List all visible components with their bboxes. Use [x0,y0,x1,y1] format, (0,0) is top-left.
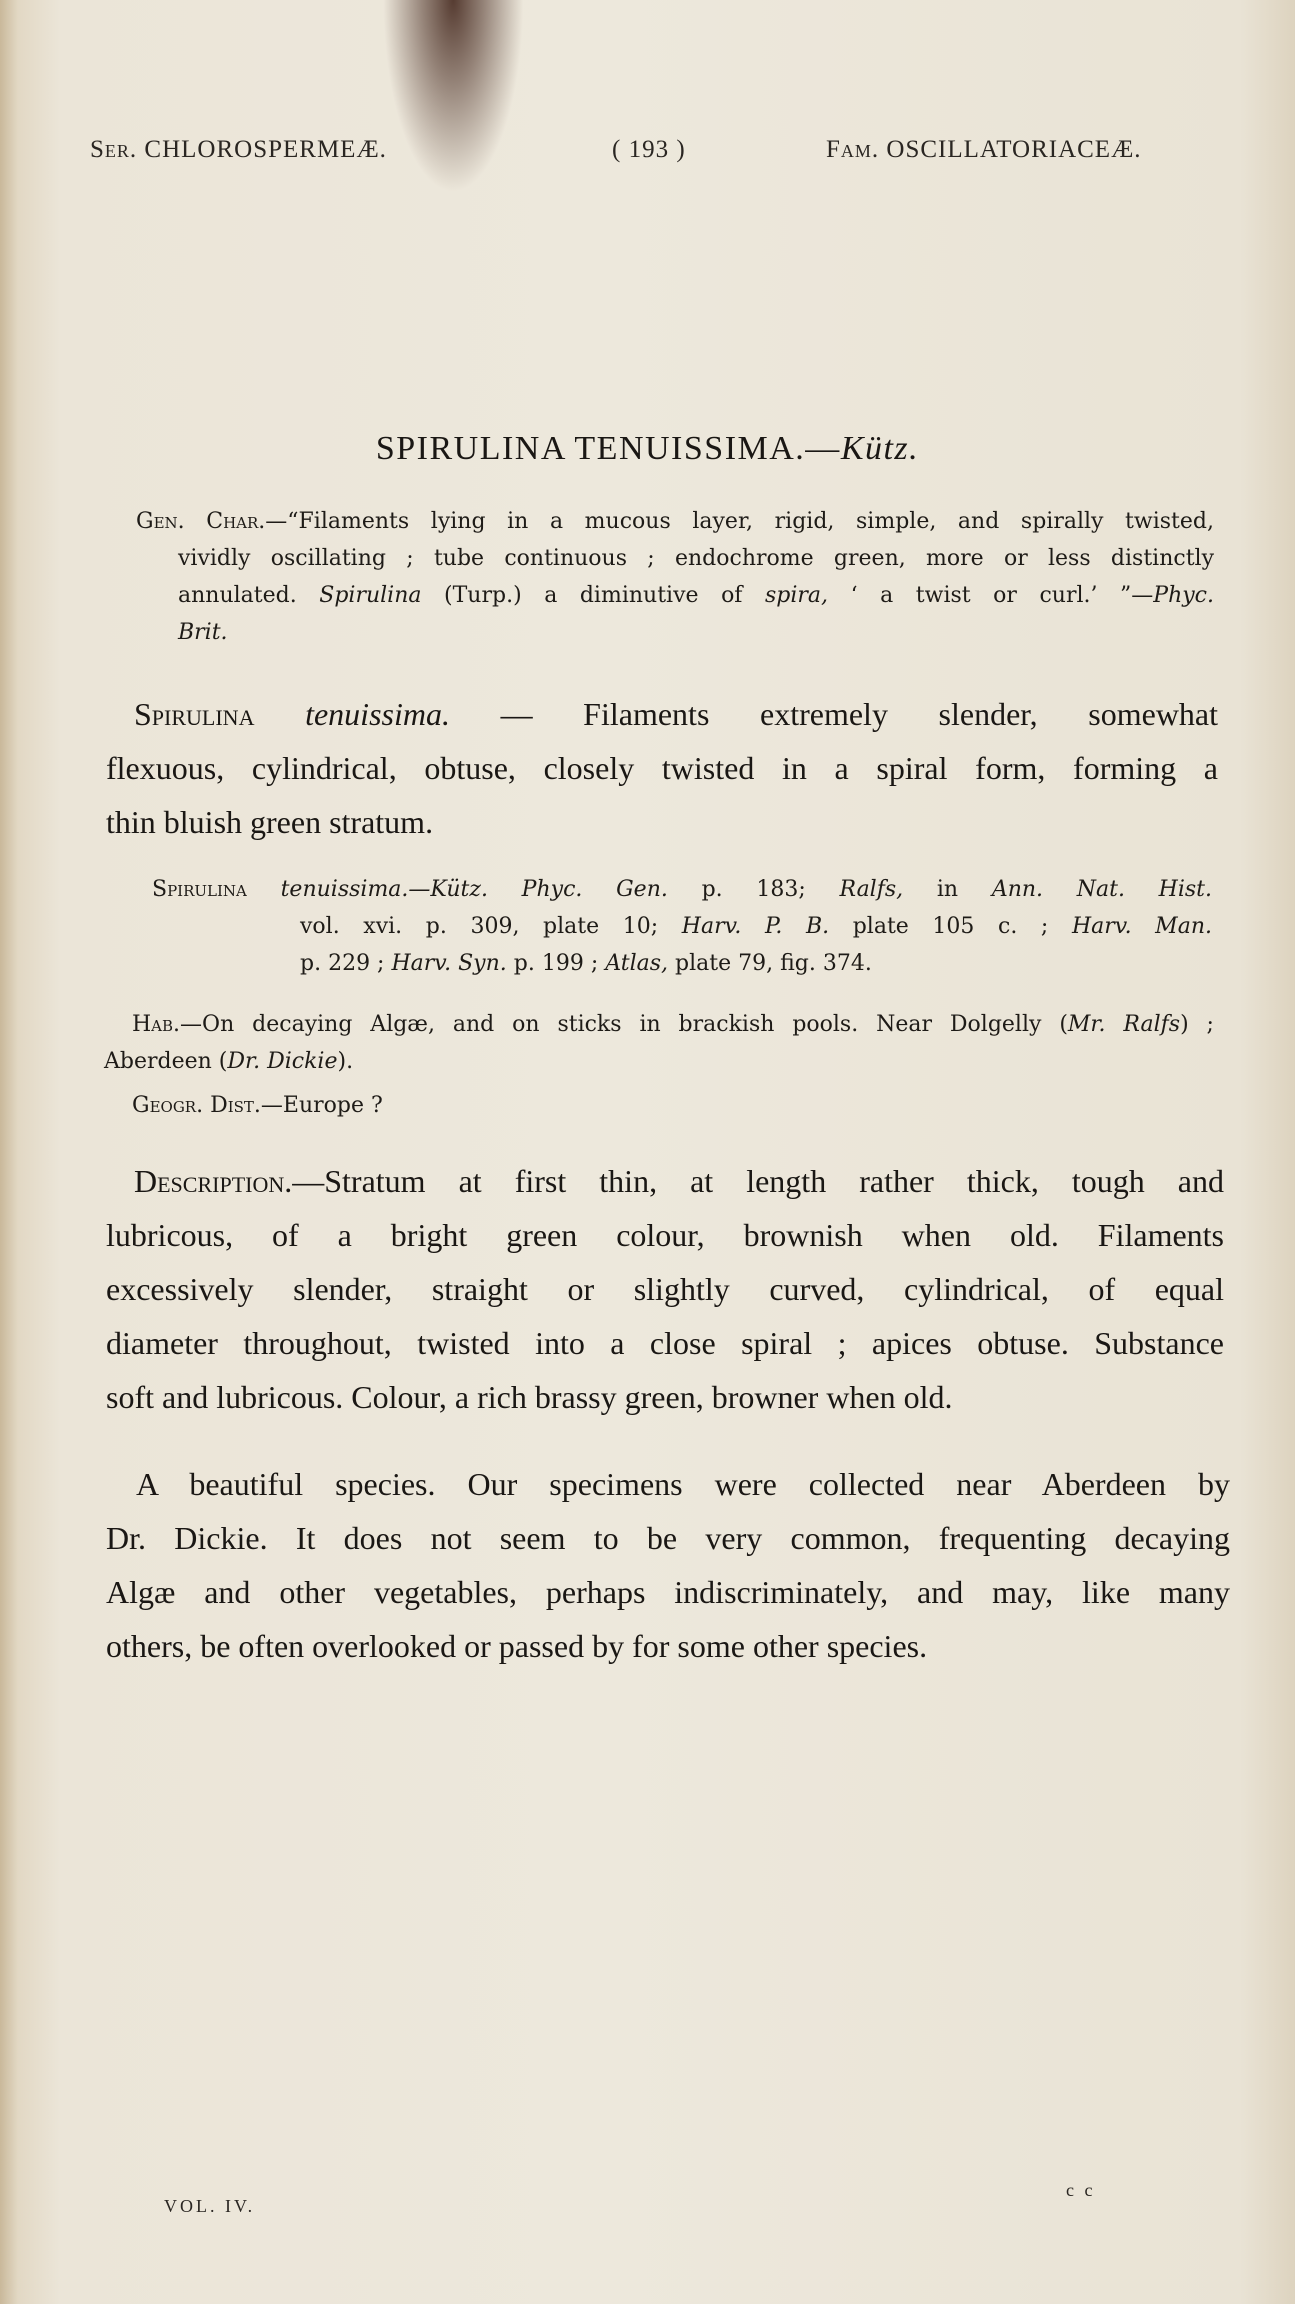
synonymy-genus: Spirulina [152,877,247,902]
diagnosis-line-1-text: — Filaments extremely slender, somewhat [500,696,1219,732]
remarks-line-3 [106,1565,1230,1619]
synonymy-1e: Ann. Nat. Hist. [991,877,1212,902]
species-title [0,430,1295,468]
running-header-series [90,136,387,164]
volume-label [164,2196,255,2217]
description-line-4-text: diameter throughout, twisted into a close spiral ; apices obtuse. Substance [106,1325,1224,1361]
remarks-line-3-text: Algæ and other vegetables, perhaps indiscriminately, and may, like many [106,1574,1230,1610]
synonymy-3b: Harv. Syn. [391,951,507,976]
habitat-line-1 [104,1006,1214,1043]
synonymy-2a: vol. xvi. p. 309, plate 10; [300,914,659,939]
distribution-lead: Geogr. Dist.— [132,1093,283,1118]
diagnosis-line-1 [134,687,1218,741]
remarks-line-4 [106,1619,1230,1673]
synonymy-3d: Atlas, [605,951,669,976]
remarks-line-2 [106,1511,1230,1565]
remarks [106,1457,1230,1673]
habitat-2c: ). [337,1049,354,1074]
gen-char-3b: Spirulina [319,583,422,608]
synonymy-line-3 [152,945,1212,982]
description-line-5 [106,1370,1224,1424]
habitat-1c: ) ; [1180,1012,1214,1037]
geographic-distribution [132,1087,383,1124]
diagnosis-line-3-text: thin bluish green stratum. [106,804,434,840]
gen-char-lead: Gen. Char.— [136,509,288,534]
gen-char-3f: Phyc. [1153,583,1214,608]
description-line-5-text: soft and lubricous. Colour, a rich brassy green, browner when old. [106,1379,953,1415]
gen-char-4: Brit. [178,620,228,645]
description-line-3 [106,1262,1224,1316]
distribution-value: Europe ? [282,1093,383,1118]
synonymy-2b: Harv. P. B. [681,914,830,939]
description-line-1 [106,1154,1224,1208]
synonymy-1a: tenuissima.—Kütz. Phyc. Gen. [280,877,668,902]
description-line-3-text: excessively slender, straight or slightly curved, cylindrical, of equal [106,1271,1224,1307]
habitat-2b: Dr. Dickie [227,1049,338,1074]
description-line-2-text: lubricous, of a bright green colour, brownish when old. Filaments [106,1217,1224,1253]
gen-char-3d: spira, [765,583,829,608]
habitat [104,1006,1214,1080]
gen-char-line-1-text: “Filaments lying in a mucous layer, rigid, simple, and spirally twisted, [287,509,1214,534]
diagnosis-line-2-text: flexuous, cylindrical, obtuse, closely twisted in a spiral form, forming a [106,750,1218,786]
synonymy-1d: in [936,877,959,902]
gen-char-line-2 [136,540,1214,577]
page-number [612,136,686,164]
description-line-2 [106,1208,1224,1262]
description [106,1154,1224,1424]
diagnosis-species: tenuissima. [305,696,450,732]
synonymy-1b: p. 183; [701,877,806,902]
family-label: Fam. OSCILLATORIACEÆ. [826,136,1142,163]
description-lead: Description.— [134,1163,325,1199]
signature-mark [1066,2180,1095,2201]
remarks-line-4-text: others, be often overlooked or passed by for some other species. [106,1628,928,1664]
synonymy-2d: Harv. Man. [1071,914,1212,939]
remarks-line-1 [106,1457,1230,1511]
description-line-1-text: Stratum at first thin, at length rather thick, tough and [324,1163,1224,1199]
gen-char-3c: (Turp.) a diminutive of [444,583,743,608]
synonymy-3a: p. 229 ; [300,951,385,976]
title-author: Kütz. [840,430,920,467]
habitat-1b: Mr. Ralfs [1067,1012,1181,1037]
remarks-line-2-text: Dr. Dickie. It does not seem to be very common, frequenting decaying [106,1520,1230,1556]
page-number-text: ( 193 ) [612,136,686,163]
habitat-1a: On decaying Algæ, and on sticks in brackish pools. Near Dolgelly ( [202,1012,1068,1037]
running-header-family [826,136,1142,164]
habitat-lead: Hab.— [132,1012,203,1037]
species-diagnosis [106,687,1219,849]
title-name: SPIRULINA TENUISSIMA.— [375,430,841,467]
diagnosis-line-3 [106,795,1218,849]
gen-char-line-3 [136,577,1214,614]
synonymy-line-1 [152,871,1212,908]
habitat-line-2 [104,1043,1214,1080]
remarks-line-1-text: A beautiful species. Our specimens were collected near Aberdeen by [136,1466,1230,1502]
description-line-4 [106,1316,1224,1370]
gen-char-3a: annulated. [178,583,297,608]
diagnosis-genus: Spirulina [134,696,255,732]
gen-char-line-1 [136,503,1214,540]
synonymy-3e: plate 79, fig. 374. [675,951,872,976]
gen-char-3e: ‘ a twist or curl.’ ”— [850,583,1154,608]
volume-text: VOL. IV. [164,2196,256,2216]
series-label: Ser. CHLOROSPERMEÆ. [90,136,387,163]
synonymy [152,871,1212,982]
habitat-2a: Aberdeen ( [104,1049,228,1074]
synonymy-2c: plate 105 c. ; [852,914,1049,939]
generic-character [136,503,1214,651]
synonymy-line-2 [152,908,1212,945]
diagnosis-line-2 [106,741,1218,795]
gen-char-line-4 [136,614,1214,651]
synonymy-3c: p. 199 ; [513,951,599,976]
gen-char-line-2-text: vividly oscillating ; tube continuous ; endochrome green, more or less distinctly [178,546,1214,571]
signature-text: c c [1066,2180,1096,2200]
synonymy-1c: Ralfs, [839,877,904,902]
